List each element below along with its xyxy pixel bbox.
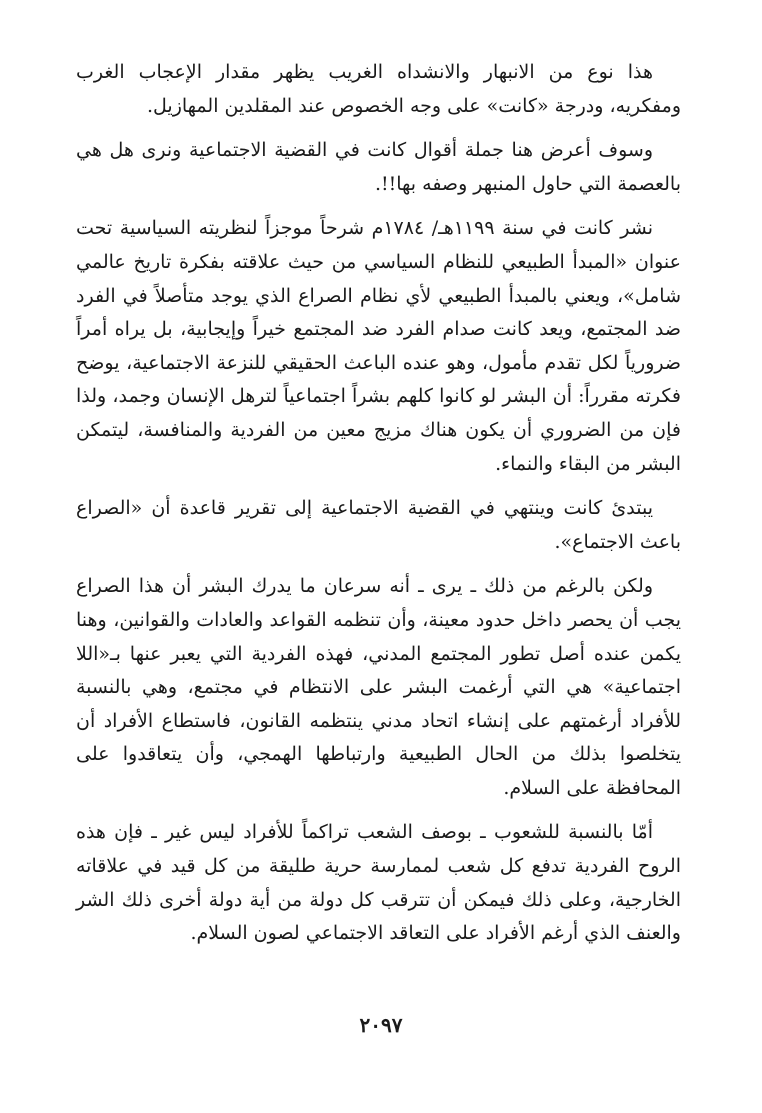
paragraph-6: أمّا بالنسبة للشعوب ـ بوصف الشعب تراكماً للأفراد ليس غير ـ فإن هذه الروح الفردية تدفع كل شعب لممارسة حرية طليقة من كل قيد في علاقاته الخارجية، وعلى ذلك فيمكن أن تترقب كل دولة من أية دولة أخرى ذلك الشر والعنف الذي أرغم الأفراد على التعاقد الاجتماعي لصون السلام.	[76, 821, 681, 945]
paragraph-3: نشر كانت في سنة ١١٩٩هـ/ ١٧٨٤م شرحاً موجزاً لنظريته السياسية تحت عنوان «المبدأ الطبيعي للنظام السياسي من حيث علاقته بفكرة تاريخ عالمي شامل»، ويعني بالمبدأ الطبيعي لأي نظام الصراع الذي يوجد متأصلاً في الفرد ضد المجتمع، ويعد كانت صدام الفرد ضد المجتمع خيراً وإيجابية، بل يراه أمراً ضرورياً لكل تقدم مأمول، وهو عنده الباعث الحقيقي للنزعة الاجتماعية، يوضح فكرته مقرراً: أن البشر لو كانوا كلهم بشراً اجتماعياً لترهل الإنسان وجمد، ولذا فإن من الضروري أن يكون هناك مزيج معين من الفردية والمنافسة، ليتمكن البشر من البقاء والنماء.	[76, 217, 681, 475]
paragraph-2: وسوف أعرض هنا جملة أقوال كانت في القضية الاجتماعية ونرى هل هي بالعصمة التي حاول المنبهر وصفه بها!!.	[76, 139, 681, 195]
paragraph-4: يبتدئ كانت وينتهي في القضية الاجتماعية إلى تقرير قاعدة أن «الصراع باعث الاجتماع».	[76, 497, 681, 553]
page-body	[76, 56, 681, 962]
page-number: ٢٠٩٧	[359, 1013, 403, 1037]
paragraph-1: هذا نوع من الانبهار والانشداه الغريب يظهر مقدار الإعجاب الغرب ومفكريه، ودرجة «كانت» على وجه الخصوص عند المقلدين المهازيل.	[76, 61, 681, 117]
paragraph-5: ولكن بالرغم من ذلك ـ يرى ـ أنه سرعان ما يدرك البشر أن هذا الصراع يجب أن يحصر داخل حدود معينة، وأن تنظمه القواعد والعادات والقوانين، وهنا يكمن عنده أصل تطور المجتمع المدني، فهذه الفردية التي يعبر عنها بـ«اللا اجتماعية» هي التي أرغمت البشر على الانتظام في مجتمع، وهي بالنسبة للأفراد أرغمتهم على إنشاء اتحاد مدني ينتظمه القانون، فاستطاع الأفراد أن يتخلصوا بذلك من الحال الطبيعية وارتباطها الهمجي، وأن يتعاقدوا على المحافظة على السلام.	[76, 575, 681, 799]
